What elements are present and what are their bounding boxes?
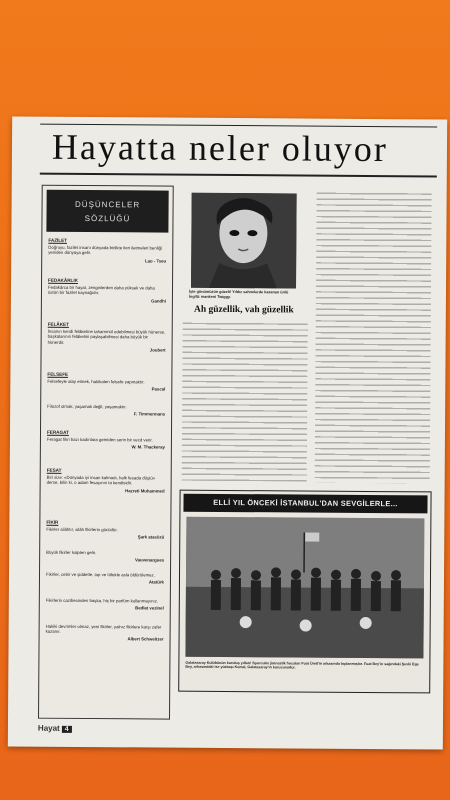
page-number: 4 — [62, 726, 72, 733]
sidebar-heading — [46, 190, 168, 233]
portrait-photo — [191, 193, 297, 289]
sidebar-heading-line2: SÖZLÜĞÜ — [84, 213, 131, 224]
entry: FAZİLET Doğruyu, fazilet insanı dünyada birlikte ileri iletmeleri benliği yeniden dünyaya gelir. Lao - Tseu — [48, 237, 167, 264]
entry: FEDAKÂRLIK Fedakârca bir hayat, zenginlerden daha yüksek ve daha üstün bir fazilet kaynağıdır. Gandhi — [47, 277, 166, 304]
magazine-name: Hayat — [37, 723, 60, 733]
title-rule — [40, 173, 437, 178]
team-photo — [185, 517, 424, 659]
article-title: Ah güzellik, vah güzellik — [193, 304, 294, 316]
photo-feature-caption: Galatasaray Kulübünün kuruluş yılları! Sporcular jimnastik hocaları Fuat Ümit'in arkasında toplanmışlar. Fuat Bey'in sağındaki Şevki Ege Bey, arkasındaki ise yüzbaşı Kemal, Galatasaray'ın kurucusudur. — [185, 660, 419, 670]
page-footer — [38, 724, 72, 733]
thoughts-dictionary-sidebar — [38, 185, 174, 720]
page-title: Hayatta neler oluyor — [51, 126, 389, 170]
magazine-page — [8, 116, 447, 749]
entry: Filozof olmak, yaşamak değil, yaşamaktır. F. Timmermans — [47, 403, 166, 417]
entry: Büyük fikirler kalpten gelir. Vauvenargues — [46, 549, 165, 563]
entry: FELSEFE Felsefeyle alay etmek, hakikaten felsefe yapmaktır. Pascal — [47, 371, 166, 392]
entry: Fikirler, cebir ve şiddetle, top ve tüfekle asla öldürülemez. Atatürk — [45, 571, 164, 585]
article-column-1 — [182, 321, 308, 482]
article-column-2 — [315, 191, 432, 484]
photo-feature-headline: ELLİ YIL ÖNCEKİ İSTANBUL'DAN SEVGİLERLE... — [183, 494, 427, 514]
photo-feature — [178, 490, 431, 694]
sidebar-heading-line1: DÜŞÜNCELER — [74, 199, 141, 210]
portrait-caption: İşte günümüzün güzeli! Yıldız sahnelerde kazanan ünlü İngiliz mankeni Twiggy. — [188, 289, 289, 299]
entry: FERAGAT Feragat fikri bazı kadınlara gemiden serin bir vecd verir. W. M. Thackeray — [46, 429, 165, 450]
team-group-image — [185, 517, 424, 659]
entry: Fikirlerin cazibesinden başka, hiç bir parfüm kullanmayınız. Bedlat vezinel — [45, 597, 164, 611]
twiggy-portrait — [191, 193, 297, 289]
entry: FESAT Biri size: «Dünyada iyi insan kalmadı, halk fesada düştü» derse, bilin ki, o adam fesaçının ta kendisidir. Hazreti Muhammed — [46, 467, 165, 494]
entry: FELÂKET İnsanın kendi felâketine tahammül edebilmesi büyük hünerse, başkalarının felâketini paylaşabilmesi daha büyük bir hünerdir. Joubert — [47, 321, 166, 353]
entry: FİKİR Fikirler silâhtır, silâh fikirlerin gücüdür. Şark atasözü — [46, 519, 165, 540]
entry: Hakiki devrimler olmaz, yeni fikirler, yalnız fikirlere karşı zafer kazanır. Albert Schweitzer — [45, 623, 164, 642]
